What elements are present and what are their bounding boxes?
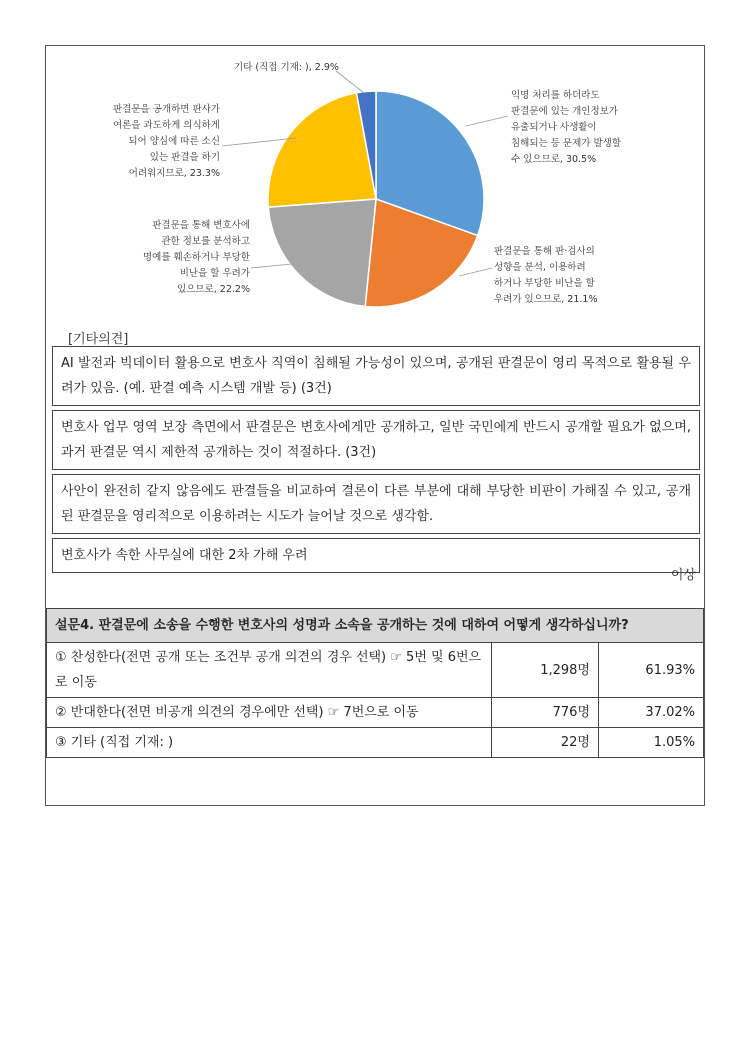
slice-label-judges: 판결문을 통해 판·검사의 성향을 분석, 이용하려 하거나 부당한 비난을 할 우려가 있으므로, 21.1% xyxy=(494,246,598,305)
other-opinions-title: [기타의견] xyxy=(68,332,129,347)
count-cell: 776명 xyxy=(492,698,599,728)
document-frame xyxy=(45,45,705,806)
opinion-item: AI 발전과 빅데이터 활용으로 변호사 직역이 침해될 가능성이 있으며, 공개된 판결문이 영리 목적으로 활용될 우려가 있음. (예. 판결 예측 시스템 개발 등) (3건) xyxy=(52,346,700,406)
option-cell: ① 찬성한다(전면 공개 또는 조건부 공개 의견의 경우 선택) ☞ 5번 및 6번으로 이동 xyxy=(47,643,492,698)
slice-label-lawyers: 판결문을 통해 변호사에 관한 정보를 분석하고 명예를 훼손하거나 부당한 비난을 할 우려가 있으므로, 22.2% xyxy=(143,220,250,295)
slice-label-public-opinion: 판결문을 공개하면 판사가 여론을 과도하게 의식하게 되어 양심에 따른 소신 있는 판결을 하기 어려워지므로, 23.3% xyxy=(113,104,220,179)
slice-label-privacy: 익명 처리를 하더라도 판결문에 있는 개인정보가 유출되거나 사생활이 침해되는 등 문제가 발생할 수 있으므로, 30.5% xyxy=(511,90,622,165)
leader-line xyxy=(466,116,508,126)
percent-cell: 61.93% xyxy=(599,643,704,698)
percent-cell: 1.05% xyxy=(599,728,704,758)
opinion-item: 변호사가 속한 사무실에 대한 2차 가해 우려 xyxy=(52,538,700,573)
table-row xyxy=(47,728,704,758)
count-cell: 22명 xyxy=(492,728,599,758)
opinion-item: 사안이 완전히 같지 않음에도 판결들을 비교하여 결론이 다른 부분에 대해 부당한 비판이 가해질 수 있고, 공개된 판결문을 영리적으로 이용하려는 시도가 늘어날 것으로 생각함. xyxy=(52,474,700,534)
count-cell: 1,298명 xyxy=(492,643,599,698)
leader-line xyxy=(336,71,364,93)
other-opinions-list xyxy=(52,346,700,577)
opinion-item: 변호사 업무 영역 보장 측면에서 판결문은 변호사에게만 공개하고, 일반 국민에게 반드시 공개할 필요가 없으며, 과거 판결문 역시 제한적 공개하는 것이 적절하다. (3건) xyxy=(52,410,700,470)
question4-table xyxy=(46,608,704,758)
table-row xyxy=(47,698,704,728)
end-mark: 이상 xyxy=(670,568,696,583)
table-row xyxy=(47,643,704,698)
pie-slice-lawyers xyxy=(268,199,376,306)
percent-cell: 37.02% xyxy=(599,698,704,728)
question4-title: 설문4. 판결문에 소송을 수행한 변호사의 성명과 소속을 공개하는 것에 대하여 어떻게 생각하십니까? xyxy=(47,609,704,643)
leader-line xyxy=(459,268,492,276)
leader-line xyxy=(251,264,292,268)
option-cell: ③ 기타 (직접 기재: ) xyxy=(47,728,492,758)
question4-header-row xyxy=(47,609,704,643)
pie-chart xyxy=(46,46,706,346)
option-cell: ② 반대한다(전면 비공개 의견의 경우에만 선택) ☞ 7번으로 이동 xyxy=(47,698,492,728)
slice-label-other: 기타 (직접 기재: ), 2.9% xyxy=(234,62,339,73)
